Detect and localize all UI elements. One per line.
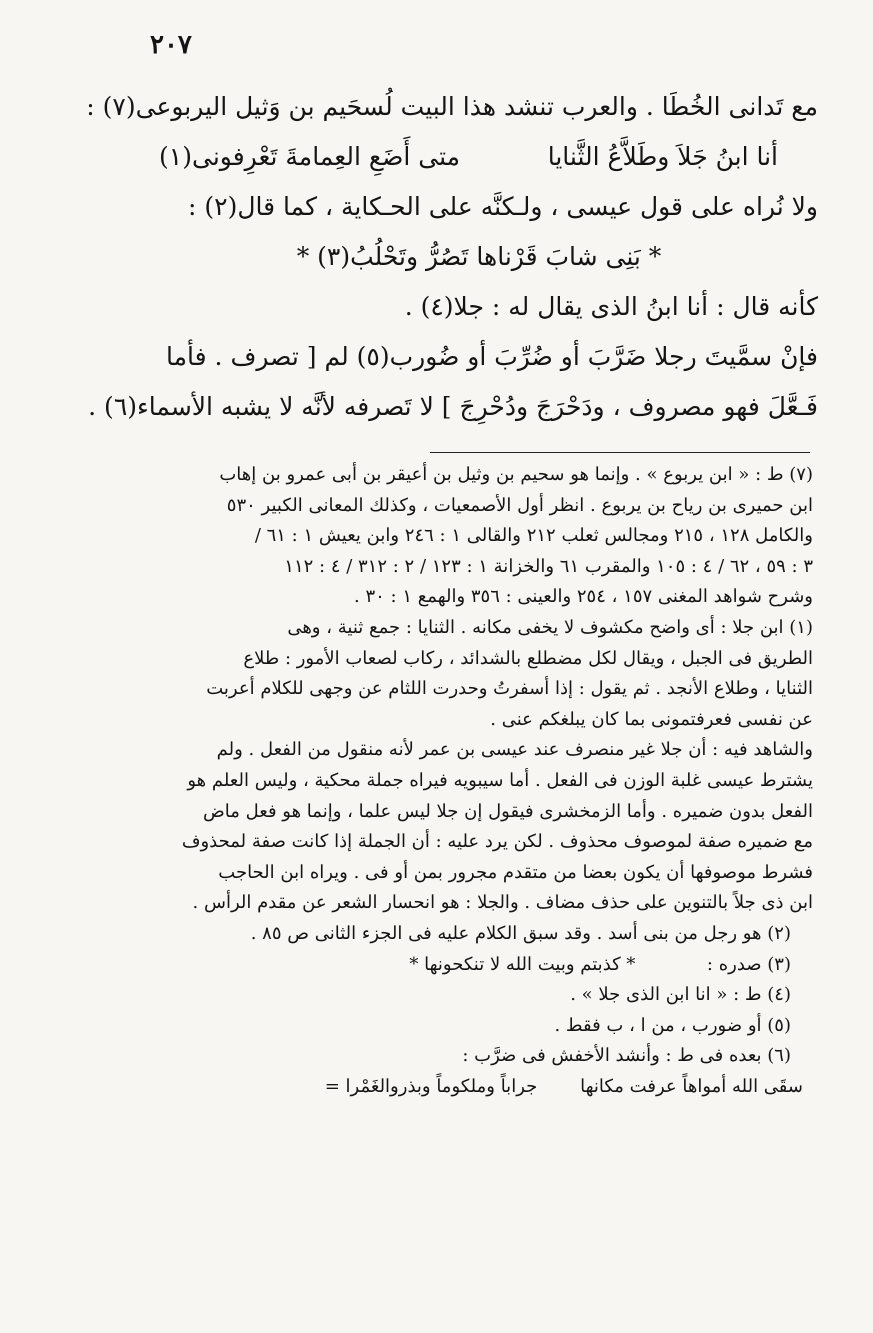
- main-text-line: مع تَدانى الخُطَا . والعرب تنشد هذا البيت لُسحَيم بن وَثيل اليربوعى(٧) :: [86, 92, 818, 121]
- footnote-line: (١) ابن جلا : أى واضح مكشوف لا يخفى مكانه . الثنايا : جمع ثنية ، وهى: [287, 616, 813, 638]
- verse-first-hemistich: أنا ابنُ جَلاَ وطَلاَّعُ الثَّنايا: [547, 142, 778, 171]
- poem-half-verse: * بَنِى شابَ قَرْناها تَصُرُّ وتَحْلُبُ(٣) *: [296, 242, 662, 271]
- footnote-line: عن نفسى فعرفتمونى بما كان يبلغكم عنى .: [490, 708, 813, 730]
- footnote-line: (٧) ط : « ابن يربوع » . وإنما هو سحيم بن وثيل بن أعيقر بن أبى عمرو بن إهاب: [219, 464, 813, 485]
- footnote-line: (٥) أو ضورب ، من ا ، ب فقط .: [554, 1014, 791, 1036]
- footnote-line: ابن ذى جلاً بالتنوين على حذف مضاف . والجلا : هو انحسار الشعر عن مقدم الرأس .: [192, 892, 813, 914]
- footnote-line: ابن حميرى بن رياح بن يربوع . انظر أول الأصمعيات ، وكذلك المعانى الكبير ٥٣٠: [226, 494, 813, 516]
- footnote-line: ٣ : ٥٩ ، ٦٢ / ٤ : ١٠٥ والمقرب ٦١ والخزانة ١ : ١٢٣ / ٢ : ٣١٢ / ٤ : ١١٢: [284, 555, 813, 577]
- footnote-line: الثنايا ، وطلاع الأنجد . ثم يقول : إذا أسفرتُ وحدرت اللثام عن وجهى للكلام أعربت: [206, 678, 813, 700]
- footnote-divider: [430, 452, 810, 453]
- verse-second-hemistich: متى أَضَعِ العِمامةَ تَعْرِفونى(١): [159, 142, 461, 171]
- footnote-line: (٤) ط : « انا ابن الذى جلا » .: [570, 984, 791, 1006]
- footnote-line: (٦) بعده فى ط : وأنشد الأخفش فى ضرَّب :: [462, 1045, 791, 1067]
- footnote-line: (٢) هو رجل من بنى أسد . وقد سبق الكلام عليه فى الجزء الثانى ص ٨٥ .: [250, 922, 791, 944]
- main-text-line: كأنه قال : أنا ابنُ الذى يقال له : جلا(٤) .: [404, 292, 818, 321]
- main-text-line: ولا نُراه على قول عيسى ، ولـكنَّه على الحـكاية ، كما قال(٢) :: [188, 192, 818, 221]
- footnote-verse: [140, 1072, 813, 1103]
- footnote-line: وشرح شواهد المغنى ١٥٧ ، ٢٥٤ والعينى : ٣٥٦ والهمع ١ : ٣٠ .: [354, 586, 813, 608]
- verse-first-hemistich: سقَى الله أمواهاً عرفت مكانها: [580, 1075, 803, 1097]
- footnote-label: (٣) صدره :: [706, 953, 791, 975]
- footnotes-block: [140, 460, 813, 1102]
- footnote-line: الطريق فى الجبل ، ويقال لكل مضطلع بالشدائد ، ركاب لصعاب الأمور : طلاع: [243, 647, 813, 669]
- footnote-line: مع ضميره صفة لموصوف محذوف . لكن يرد عليه : أن الجملة إذا كانت صفة لمحذوف: [181, 831, 813, 853]
- footnote-line: فشرط موصوفها أن يكون بعضا من متقدم مجرور بمن أو فى . ويراه ابن الحاجب: [218, 861, 813, 883]
- footnote-verse-quote: * كذبتم وبيت الله لا تنكحونها *: [409, 953, 636, 975]
- page-number: ٢٠٧: [150, 30, 192, 60]
- main-text-block: [86, 82, 818, 432]
- poem-verse: [140, 132, 818, 182]
- footnote-line: يشترط عيسى غلبة الوزن فى الفعل . أما سيبويه فيراه جملة محكية ، وليس العلم هو: [187, 769, 813, 791]
- footnote-line: والكامل ١٢٨ ، ٢١٥ ومجالس ثعلب ٢١٢ والقالى ١ : ٢٤٦ وابن يعيش ١ : ٦١ /: [254, 525, 813, 547]
- verse-second-hemistich: جراباً وملكوماً وبذروالغَمْرا =: [324, 1075, 538, 1097]
- footnote-line: [140, 950, 813, 981]
- main-text-line: فإنْ سمَّيتَ رجلا ضَرَّبَ أو ضُرِّبَ أو ضُورب(٥) لم [ تصرف . فأما: [166, 342, 818, 371]
- footnote-line: والشاهد فيه : أن جلا غير منصرف عند عيسى بن عمر لأنه منقول من الفعل . ولم: [216, 739, 813, 761]
- footnote-line: الفعل بدون ضميره . وأما الزمخشرى فيقول إن جلا ليس علما ، وإنما هو فعل ماض: [203, 800, 813, 822]
- main-text-line: فَـعَّلَ فهو مصروف ، ودَحْرَجَ ودُحْرِجَ ] لا تَصرفه لأنَّه لا يشبه الأسماء(٦) .: [88, 392, 818, 421]
